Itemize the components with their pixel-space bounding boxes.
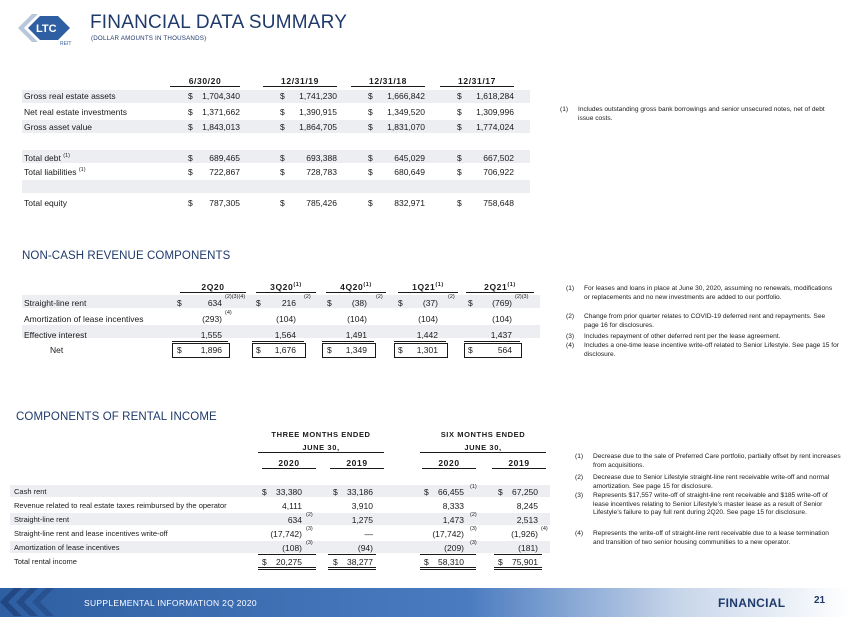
cell: 216 xyxy=(281,298,296,308)
logo-text: LTC xyxy=(36,23,57,35)
cell: 1,896 xyxy=(200,345,222,355)
cell: (1,926) xyxy=(511,529,538,539)
cell: 1,349 xyxy=(345,345,367,355)
row-label: Amortization of lease incentives xyxy=(14,543,120,552)
row-label: Gross asset value xyxy=(24,122,93,132)
dollar-sign: $ xyxy=(457,198,462,208)
col-header: 4Q20$^{(1)}$ xyxy=(326,282,386,293)
col-header: 2019 xyxy=(330,458,384,469)
row-label: Net xyxy=(50,345,64,355)
footnote: (2) Decrease due to Senior Lifestyle straight-line rent receivable write-off and normal amortization. See page 15 for disclosure. xyxy=(575,474,830,490)
cell: (293) xyxy=(202,314,222,324)
cell: 1,442 xyxy=(416,330,438,340)
cell: 680,649 xyxy=(394,167,425,177)
cell: (17,742) xyxy=(432,529,464,539)
footnote: (4) Represents the write-off of straight-line rent receivable due to a lease termination and transition of two senior housing communities to a new operator. xyxy=(575,530,829,546)
dollar-sign: $ xyxy=(280,167,285,177)
dollar-sign: $ xyxy=(457,107,462,117)
cell: 728,783 xyxy=(306,167,337,177)
dollar-sign: $ xyxy=(188,167,193,177)
cell: 1,741,230 xyxy=(299,91,337,101)
cell: 66,455 xyxy=(438,487,464,497)
group-header: SIX MONTHS ENDED xyxy=(440,430,526,439)
dollar-sign: $ xyxy=(327,298,332,308)
cell: 1,618,284 xyxy=(476,91,514,101)
cell: 693,388 xyxy=(306,153,337,163)
dollar-sign: $ xyxy=(457,153,462,163)
col-header: 2020 xyxy=(422,458,476,469)
dollar-sign: $ xyxy=(280,153,285,163)
cell: (17,742) xyxy=(270,529,302,539)
footnote: (2) Change from prior quarter relates to COVID-19 deferred rent and repayments. See page 16 for disclosures. xyxy=(566,313,826,329)
cell: (108) xyxy=(282,543,302,553)
row-label: Gross real estate assets xyxy=(24,91,116,101)
section-title-rental: COMPONENTS OF RENTAL INCOME xyxy=(16,411,217,423)
row-label: Straight-line rent xyxy=(14,515,70,524)
cell: 1,491 xyxy=(345,330,367,340)
cell: 1,275 xyxy=(351,515,373,525)
cell: 38,277 xyxy=(347,557,373,567)
dollar-sign: $ xyxy=(188,153,193,163)
cell: (37) xyxy=(422,298,438,308)
row-label: Straight-line rent xyxy=(24,298,87,308)
row-label: Revenue related to real estate taxes reimbursed by the operator xyxy=(14,501,227,510)
cell: 785,426 xyxy=(306,198,337,208)
page-subtitle: (DOLLAR AMOUNTS IN THOUSANDS) xyxy=(91,35,207,42)
cell: 20,275 xyxy=(276,557,302,567)
cell: 75,901 xyxy=(512,557,538,567)
dollar-sign: $ xyxy=(280,107,285,117)
group-subheader: JUNE 30, xyxy=(420,443,546,453)
cell: 1,390,915 xyxy=(299,107,337,117)
cell: 1,704,340 xyxy=(202,91,240,101)
col-header: 3Q20$^{(1)}$ xyxy=(256,282,316,293)
dollar-sign: $ xyxy=(457,91,462,101)
footer-left-text: SUPPLEMENTAL INFORMATION 2Q 2020 xyxy=(84,598,257,608)
footnote: (3) Represents $17,557 write-off of straight-line rent receivable and $185 write-off of lease incentives relating to Senior Lifestyle’s master lease as a result of Senior Lifestyle’s failure to pay full rent during 2Q20. See page 15 for disclosure. xyxy=(575,492,828,516)
col-header: 6/30/20 xyxy=(170,76,240,87)
dollar-sign: $ xyxy=(256,298,261,308)
footnote: (4) Includes a one-time lease incentive write-off related to Senior Lifestyle. See page 15 for disclosure. xyxy=(566,342,839,358)
cell: (104) xyxy=(492,314,512,324)
dollar-sign: $ xyxy=(498,487,503,497)
col-header: 2020 xyxy=(262,458,316,469)
row-label: Cash rent xyxy=(14,487,47,496)
dollar-sign: $ xyxy=(327,345,332,355)
cell: 1,555 xyxy=(200,330,222,340)
cell: 1,371,662 xyxy=(202,107,240,117)
cell: 1,309,996 xyxy=(476,107,514,117)
dollar-sign: $ xyxy=(468,345,473,355)
cell: 1,564 xyxy=(274,330,296,340)
dollar-sign: $ xyxy=(188,122,193,132)
col-header: 12/31/17 xyxy=(440,76,514,87)
row-label: Straight-line rent and lease incentives write-off xyxy=(14,529,168,538)
cell: 58,310 xyxy=(438,557,464,567)
dollar-sign: $ xyxy=(368,198,373,208)
dollar-sign: $ xyxy=(177,345,182,355)
ltc-logo xyxy=(14,8,72,48)
page-number: 21 xyxy=(814,595,826,606)
cell: 4,111 xyxy=(281,501,302,511)
cell: 3,910 xyxy=(351,501,373,511)
cell: 634 xyxy=(207,298,222,308)
row-label: Total equity xyxy=(24,198,67,208)
cell: (181) xyxy=(518,543,538,553)
cell: 645,029 xyxy=(394,153,425,163)
dollar-sign: $ xyxy=(398,298,403,308)
cell: 1,774,024 xyxy=(476,122,514,132)
cell: 33,380 xyxy=(276,487,302,497)
dollar-sign: $ xyxy=(262,557,267,567)
col-header: 2019 xyxy=(492,458,546,469)
cell: 564 xyxy=(497,345,512,355)
footnote: (3) Includes repayment of other deferred rent per the lease agreement. xyxy=(566,333,781,340)
cell: 722,867 xyxy=(209,167,240,177)
dollar-sign: $ xyxy=(398,345,403,355)
cell: 706,922 xyxy=(483,167,514,177)
cell: (769) xyxy=(492,298,512,308)
dollar-sign: $ xyxy=(368,107,373,117)
dollar-sign: $ xyxy=(333,557,338,567)
cell: 1,676 xyxy=(274,345,296,355)
dollar-sign: $ xyxy=(368,153,373,163)
row-label: Amortization of lease incentives xyxy=(24,314,144,324)
cell: 1,301 xyxy=(416,345,438,355)
col-header: 1Q21$^{(1)}$ xyxy=(398,282,458,293)
row-label: Total liabilities $^{(1)}$ xyxy=(24,167,86,177)
section-title-noncash: NON-CASH REVENUE COMPONENTS xyxy=(22,250,231,262)
dollar-sign: $ xyxy=(256,345,261,355)
footnote: (1) For leases and loans in place at June 30, 2020, assuming no renewals, modifications or replacements and no new investments are added to our portfolio. xyxy=(566,285,833,301)
dollar-sign: $ xyxy=(368,91,373,101)
row-label: Effective interest xyxy=(24,330,87,340)
cell: 1,349,520 xyxy=(387,107,425,117)
cell: — xyxy=(364,529,373,539)
cell: 1,831,070 xyxy=(387,122,425,132)
dollar-sign: $ xyxy=(262,487,267,497)
cell: 667,502 xyxy=(483,153,514,163)
cell: 1,843,013 xyxy=(202,122,240,132)
cell: 787,305 xyxy=(209,198,240,208)
col-header: 2Q21$^{(1)}$ xyxy=(466,282,534,293)
dollar-sign: $ xyxy=(457,167,462,177)
dollar-sign: $ xyxy=(188,198,193,208)
dollar-sign: $ xyxy=(498,557,503,567)
cell: 689,465 xyxy=(209,153,240,163)
cell: 33,186 xyxy=(347,487,373,497)
cell: 1,864,705 xyxy=(299,122,337,132)
cell: 634 xyxy=(287,515,302,525)
cell: 8,333 xyxy=(442,501,464,511)
cell: (94) xyxy=(357,543,373,553)
dollar-sign: $ xyxy=(468,298,473,308)
group-subheader: JUNE 30, xyxy=(258,443,384,453)
group-header: THREE MONTHS ENDED xyxy=(271,430,371,439)
dollar-sign: $ xyxy=(280,91,285,101)
dollar-sign: $ xyxy=(457,122,462,132)
cell: 1,666,842 xyxy=(387,91,425,101)
cell: 1,437 xyxy=(490,330,512,340)
cell: 832,971 xyxy=(394,198,425,208)
cell: (104) xyxy=(276,314,296,324)
dollar-sign: $ xyxy=(188,91,193,101)
logo-sub: REIT xyxy=(60,41,72,47)
col-header: 12/31/18 xyxy=(351,76,425,87)
cell: 2,513 xyxy=(516,515,538,525)
dollar-sign: $ xyxy=(424,557,429,567)
footer-section-label: FINANCIAL xyxy=(718,596,786,610)
footnote: (1) Decrease due to the sale of Preferred Care portfolio, partially offset by rent increases from acquisitions. xyxy=(575,453,841,469)
col-header: 12/31/19 xyxy=(263,76,337,87)
dollar-sign: $ xyxy=(333,487,338,497)
col-header: 2Q20 xyxy=(180,282,246,293)
row-label: Total debt $^{(1)}$ xyxy=(24,153,70,163)
cell: (209) xyxy=(444,543,464,553)
dollar-sign: $ xyxy=(177,298,182,308)
cell: 758,648 xyxy=(483,198,514,208)
dollar-sign: $ xyxy=(368,167,373,177)
dollar-sign: $ xyxy=(424,487,429,497)
dollar-sign: $ xyxy=(188,107,193,117)
page-title: FINANCIAL DATA SUMMARY xyxy=(90,12,348,33)
cell: (38) xyxy=(351,298,367,308)
dollar-sign: $ xyxy=(280,198,285,208)
cell: 1,473 xyxy=(442,515,464,525)
dollar-sign: $ xyxy=(368,122,373,132)
row-label: Total rental income xyxy=(14,557,77,566)
dollar-sign: $ xyxy=(280,122,285,132)
cell: 8,245 xyxy=(516,501,538,511)
cell: (104) xyxy=(418,314,438,324)
row-label: Net real estate investments xyxy=(24,107,127,117)
cell: 67,250 xyxy=(512,487,538,497)
cell: (104) xyxy=(347,314,367,324)
